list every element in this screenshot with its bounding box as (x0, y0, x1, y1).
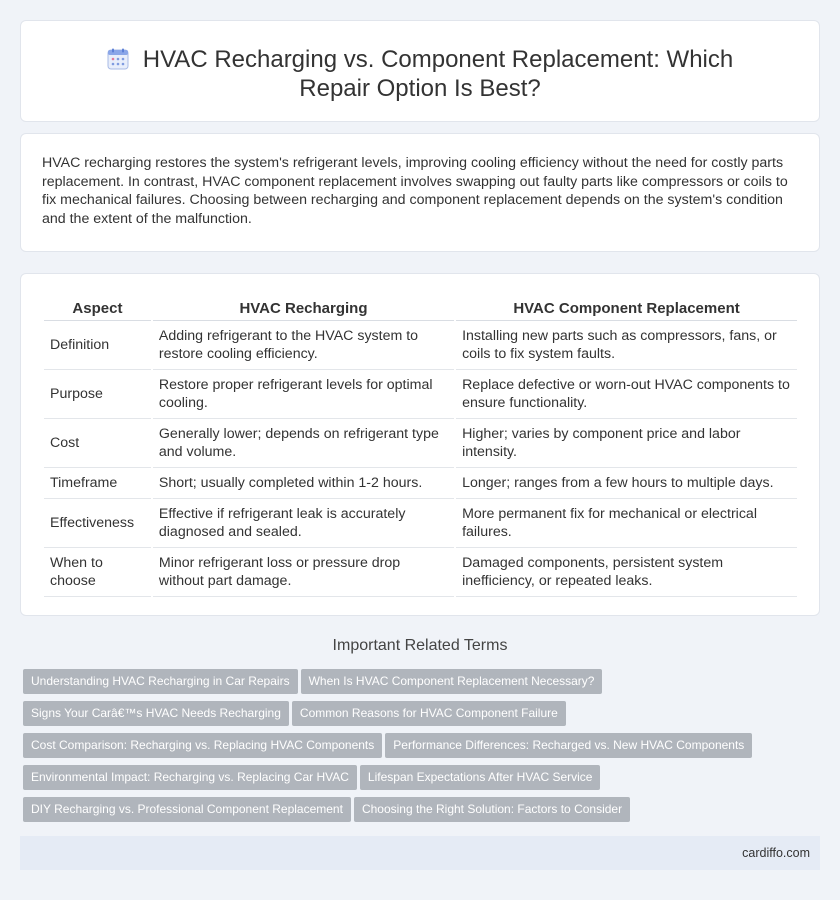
table-row (44, 321, 797, 370)
related-term-tag[interactable]: Common Reasons for HVAC Component Failure (292, 701, 566, 726)
aspect-cell: Purpose (44, 370, 151, 419)
replacement-cell: Installing new parts such as compressors, fans, or coils to fix system faults. (456, 321, 797, 370)
header-recharging: HVAC Recharging (153, 294, 454, 321)
aspect-cell: When to choose (44, 548, 151, 597)
recharging-cell: Minor refrigerant loss or pressure drop without part damage. (153, 548, 454, 597)
table-row (44, 419, 797, 468)
page-title-text: HVAC Recharging vs. Component Replacement: Which Repair Option Is Best? (142, 46, 734, 102)
header-replacement: HVAC Component Replacement (456, 294, 797, 321)
related-term-tag[interactable]: Understanding HVAC Recharging in Car Repairs (23, 669, 298, 694)
table-row (44, 468, 797, 499)
recharging-cell: Effective if refrigerant leak is accurately diagnosed and sealed. (153, 499, 454, 548)
recharging-cell: Adding refrigerant to the HVAC system to restore cooling efficiency. (153, 321, 454, 370)
replacement-cell: Longer; ranges from a few hours to multiple days. (456, 468, 797, 499)
intro-paragraph: HVAC recharging restores the system's refrigerant levels, improving cooling efficiency without the need for costly parts replacement. In contrast, HVAC component replacement involves swapping out faulty parts like compressors or coils to fix mechanical failures. Choosing between recharging and component replacement depends on the system's condition and the extent of the malfunction. (42, 155, 788, 227)
related-terms-list (23, 669, 803, 829)
related-term-tag[interactable]: Performance Differences: Recharged vs. New HVAC Components (385, 733, 752, 758)
related-term-tag[interactable]: When Is HVAC Component Replacement Necessary? (301, 669, 603, 694)
recharging-cell: Generally lower; depends on refrigerant type and volume. (153, 419, 454, 468)
header-card (20, 20, 820, 122)
footer (20, 836, 820, 870)
calendar-icon (107, 48, 129, 70)
comparison-card (20, 273, 820, 616)
aspect-cell: Effectiveness (44, 499, 151, 548)
page-title (70, 45, 770, 103)
replacement-cell: Replace defective or worn-out HVAC components to ensure functionality. (456, 370, 797, 419)
related-terms-heading: Important Related Terms (332, 637, 508, 654)
related-term-tag[interactable]: Lifespan Expectations After HVAC Service (360, 765, 601, 790)
recharging-cell: Short; usually completed within 1-2 hours. (153, 468, 454, 499)
aspect-cell: Timeframe (44, 468, 151, 499)
table-row (44, 548, 797, 597)
replacement-cell: Damaged components, persistent system inefficiency, or repeated leaks. (456, 548, 797, 597)
aspect-cell: Cost (44, 419, 151, 468)
header-aspect: Aspect (44, 294, 151, 321)
comparison-table (42, 294, 799, 597)
related-term-tag[interactable]: DIY Recharging vs. Professional Component Replacement (23, 797, 351, 822)
table-row (44, 370, 797, 419)
aspect-cell: Definition (44, 321, 151, 370)
footer-site-name: cardiffo.com (742, 846, 810, 860)
recharging-cell: Restore proper refrigerant levels for optimal cooling. (153, 370, 454, 419)
related-term-tag[interactable]: Choosing the Right Solution: Factors to Consider (354, 797, 630, 822)
replacement-cell: Higher; varies by component price and labor intensity. (456, 419, 797, 468)
intro-card (20, 133, 820, 252)
replacement-cell: More permanent fix for mechanical or electrical failures. (456, 499, 797, 548)
related-term-tag[interactable]: Environmental Impact: Recharging vs. Replacing Car HVAC (23, 765, 357, 790)
related-term-tag[interactable]: Cost Comparison: Recharging vs. Replacing HVAC Components (23, 733, 382, 758)
related-term-tag[interactable]: Signs Your Carâ€™s HVAC Needs Recharging (23, 701, 289, 726)
table-row (44, 499, 797, 548)
table-header-row (44, 294, 797, 321)
